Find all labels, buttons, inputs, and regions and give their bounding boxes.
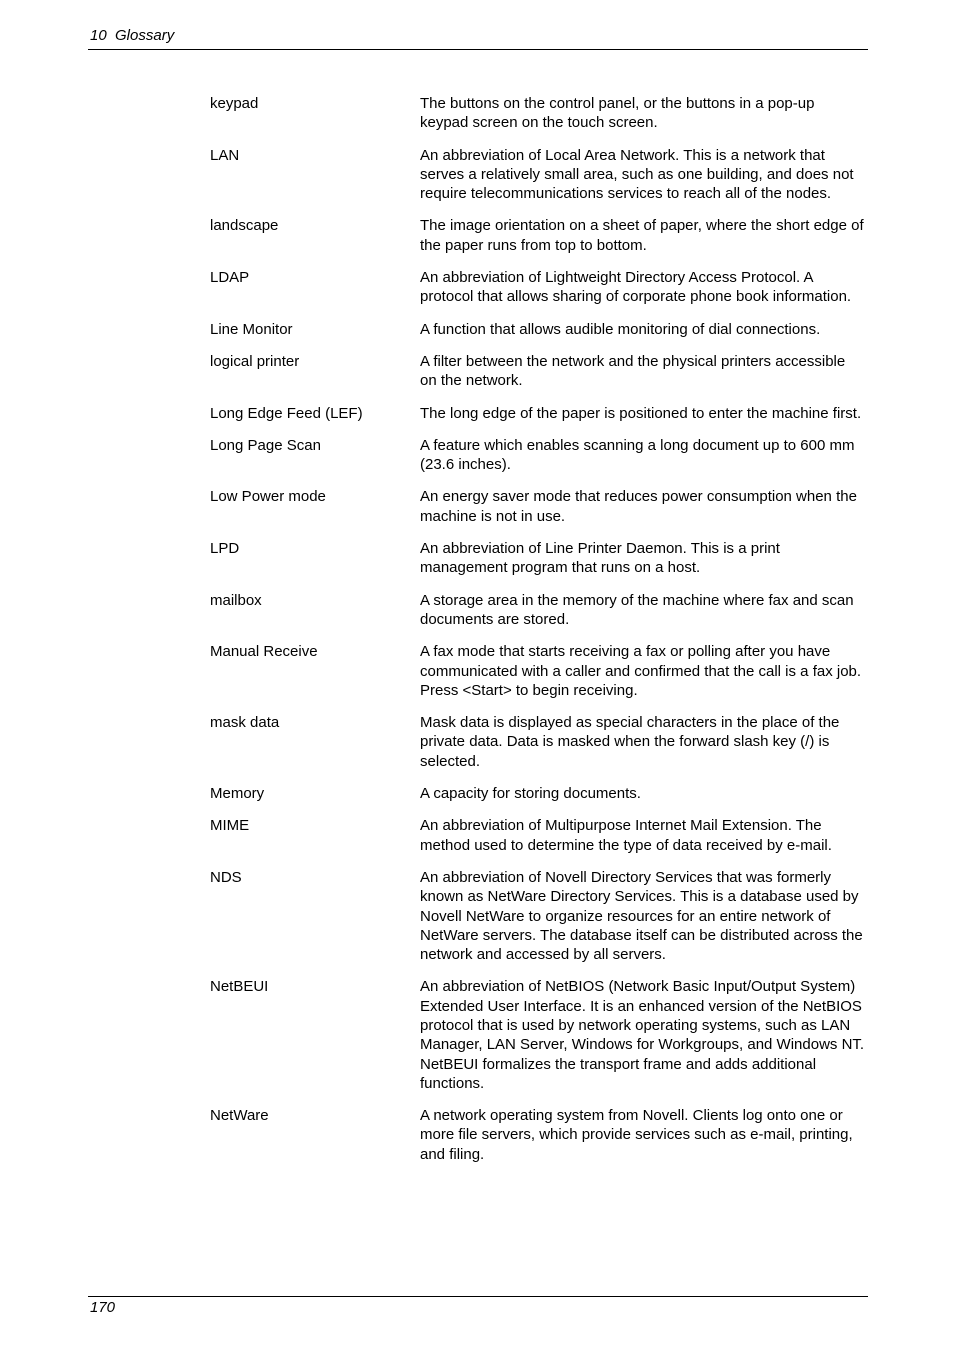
glossary-definition: A capacity for storing documents. bbox=[420, 785, 641, 803]
glossary-entry bbox=[210, 94, 865, 133]
glossary-definition: An abbreviation of Local Area Network. This is a network that serves a relatively small area, such as one building, and does not require telecommunications services to reach all of the nodes. bbox=[420, 146, 854, 203]
glossary-term: LPD bbox=[210, 540, 240, 558]
glossary-entry bbox=[210, 487, 865, 526]
glossary-term: NetWare bbox=[210, 1107, 269, 1125]
glossary-entry bbox=[210, 404, 865, 423]
glossary-term: Manual Receive bbox=[210, 643, 318, 661]
glossary-definition: A feature which enables scanning a long document up to 600 mm (23.6 inches). bbox=[420, 436, 855, 474]
glossary-term: NDS bbox=[210, 868, 242, 886]
glossary-entry bbox=[210, 539, 865, 578]
glossary-entry bbox=[210, 320, 865, 339]
page-footer bbox=[88, 1296, 868, 1316]
glossary-definition: An abbreviation of NetBIOS (Network Basic Input/Output System) Extended User Interface. It is an enhanced version of the NetBIOS protocol that is used by network operating systems, such as LAN Manager, LAN Server, Windows for Workgroups, and Windows NT. NetBEUI formalizes the transport frame and adds additional functions. bbox=[420, 978, 865, 1092]
glossary-term: mailbox bbox=[210, 591, 262, 609]
glossary-entry bbox=[210, 868, 865, 964]
glossary-term: mask data bbox=[210, 714, 280, 732]
glossary-definition: An abbreviation of Multipurpose Internet Mail Extension. The method used to determine the type of data received by e-mail. bbox=[420, 817, 832, 854]
glossary-entry bbox=[210, 816, 865, 855]
glossary-term: Line Monitor bbox=[210, 320, 293, 338]
glossary-term: Long Edge Feed (LEF) bbox=[210, 404, 363, 422]
glossary-entry bbox=[210, 1106, 865, 1164]
glossary-term: logical printer bbox=[210, 352, 300, 370]
glossary-definition: An abbreviation of Lightweight Directory Access Protocol. A protocol that allows sharing of corporate phone book information. bbox=[420, 269, 852, 306]
glossary-term: landscape bbox=[210, 217, 279, 235]
glossary-term: MIME bbox=[210, 817, 250, 835]
glossary-term: LDAP bbox=[210, 269, 250, 287]
page-header bbox=[88, 26, 868, 50]
glossary-definition: Mask data is displayed as special characters in the place of the private data. Data is masked when the forward slash key (/) is selected. bbox=[420, 714, 840, 770]
glossary-definition: An abbreviation of Novell Directory Services that was formerly known as NetWare Directory Services. This is a database used by Novell NetWare to organize resources for an entire network of NetWare servers. The database itself can be distributed across the network and accessed by all servers. bbox=[420, 868, 863, 964]
glossary-entry bbox=[210, 642, 865, 700]
glossary-term: NetBEUI bbox=[210, 978, 269, 996]
glossary-definition: A storage area in the memory of the machine where fax and scan documents are stored. bbox=[420, 591, 854, 628]
glossary-term: Low Power mode bbox=[210, 488, 326, 506]
glossary-entry bbox=[210, 977, 865, 1093]
glossary-definition: A network operating system from Novell. Clients log onto one or more file servers, which provide services such as e-mail, printing, and filing. bbox=[420, 1107, 853, 1163]
glossary-definition: The image orientation on a sheet of paper, where the short edge of the paper runs from top to bottom. bbox=[420, 217, 864, 254]
glossary-entry bbox=[210, 216, 865, 255]
glossary-term: Long Page Scan bbox=[210, 436, 321, 454]
glossary-entry bbox=[210, 591, 865, 630]
glossary-entry bbox=[210, 268, 865, 307]
glossary-definition: A filter between the network and the physical printers accessible on the network. bbox=[420, 352, 846, 390]
glossary-entry bbox=[210, 713, 865, 771]
glossary-definition: An energy saver mode that reduces power consumption when the machine is not in use. bbox=[420, 488, 857, 525]
section-title: 10 Glossary bbox=[90, 27, 175, 44]
glossary-definition: An abbreviation of Line Printer Daemon. This is a print management program that runs on a host. bbox=[420, 540, 780, 577]
glossary-term: Memory bbox=[210, 785, 265, 803]
glossary-entry bbox=[210, 146, 865, 204]
glossary-entry bbox=[210, 784, 865, 803]
glossary-term: keypad bbox=[210, 95, 259, 112]
glossary-entry bbox=[210, 436, 865, 475]
page-number: 170 bbox=[90, 1299, 116, 1316]
glossary-definition: The long edge of the paper is positioned to enter the machine first. bbox=[420, 404, 862, 422]
glossary-term: LAN bbox=[210, 146, 240, 164]
glossary-definition: The buttons on the control panel, or the buttons in a pop-up keypad screen on the touch screen. bbox=[420, 95, 815, 132]
glossary-entry bbox=[210, 352, 865, 391]
glossary-list bbox=[210, 94, 865, 1177]
glossary-definition: A fax mode that starts receiving a fax or polling after you have communicated with a caller and confirmed that the call is a fax job. Press <Start> to begin receiving. bbox=[420, 643, 862, 699]
glossary-definition: A function that allows audible monitoring of dial connections. bbox=[420, 320, 821, 338]
